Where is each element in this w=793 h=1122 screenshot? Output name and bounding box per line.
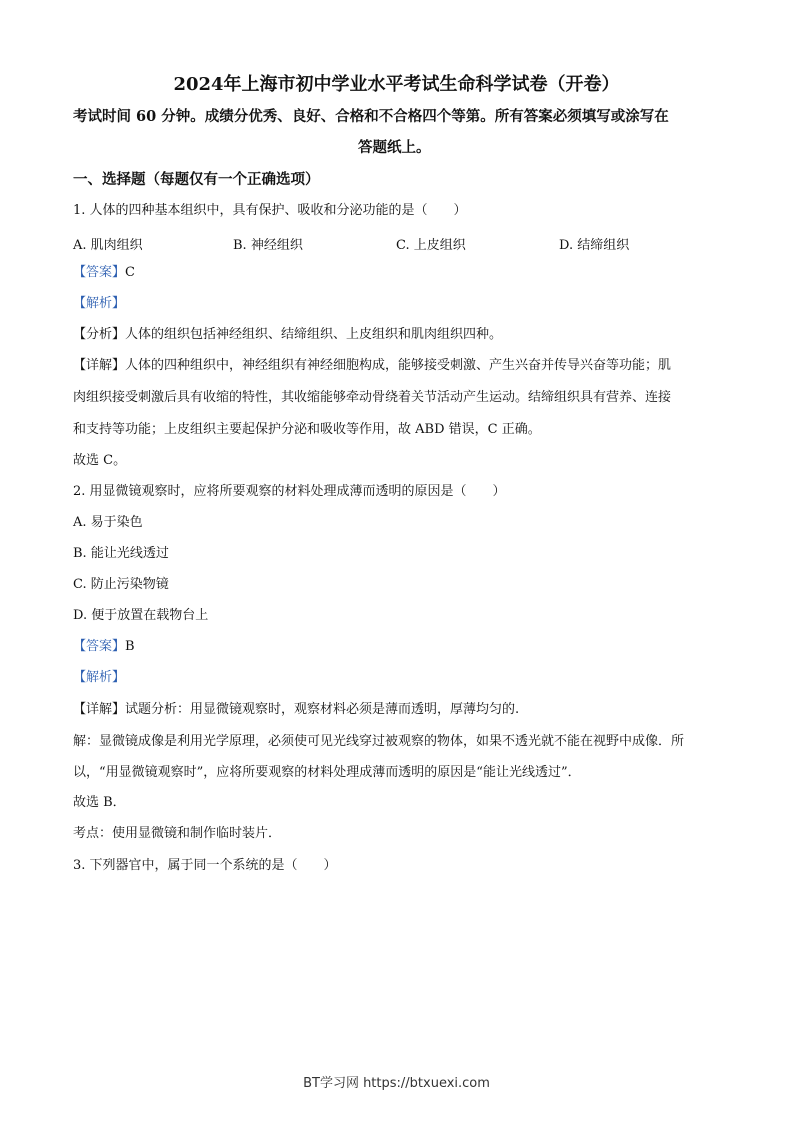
page-title: 2024年上海市初中学业水平考试生命科学试卷（开卷） (173, 74, 620, 95)
analysis-label: 【解析】 (73, 296, 126, 311)
explanation-line: 故选 B． (73, 795, 126, 810)
explanation-line: 【详解】人体的四种组织中，神经组织有神经细胞构成，能够接受刺激、产生兴奋并传导兴奋等功能；肌 (73, 358, 672, 373)
explanation-line: 考点：使用显微镜和制作临时装片． (73, 826, 282, 841)
explanation-line: 【详解】试题分析：用显微镜观察时，观察材料必须是薄而透明，厚薄均匀的. (73, 702, 520, 717)
option: A. 易于染色 (73, 515, 143, 530)
instructions-line: 考试时间 60 分钟。成绩分优秀、良好、合格和不合格四个等第。所有答案必须填写或涂写在 (73, 108, 669, 125)
explanation-line: 以，“用显微镜观察时”，应将所要观察的材料处理成薄而透明的原因是“能让光线透过”． (73, 765, 581, 780)
explanation-line: 故选 C。 (73, 453, 127, 468)
option: B. 神经组织 (233, 238, 303, 253)
explanation-line: 解：显微镜成像是利用光学原理，必须使可见光线穿过被观察的物体，如果不透光就不能在视野中成像．所 (73, 734, 685, 749)
answer-label: 【答案】 (73, 639, 126, 654)
option: B. 能让光线透过 (73, 546, 169, 561)
option: D. 便于放置在载物台上 (73, 608, 209, 623)
analysis-label: 【解析】 (73, 670, 126, 685)
option: C. 上皮组织 (396, 238, 466, 253)
answer-value: B (125, 639, 135, 654)
instructions-line: 答题纸上。 (358, 139, 431, 156)
question-stem: 3. 下列器官中，属于同一个系统的是（ ） (73, 858, 337, 873)
answer-value: C (125, 265, 135, 280)
question-stem: 2. 用显微镜观察时，应将所要观察的材料处理成薄而透明的原因是（ ） (73, 484, 506, 499)
option: D. 结缔组织 (559, 238, 630, 253)
question-stem: 1. 人体的四种基本组织中，具有保护、吸收和分泌功能的是（ ） (73, 203, 467, 218)
option: C. 防止污染物镜 (73, 577, 169, 592)
explanation-line: 【分析】人体的组织包括神经组织、结缔组织、上皮组织和肌肉组织四种。 (73, 327, 503, 342)
explanation-line: 肉组织接受刺激后具有收缩的特性，其收缩能够牵动骨绕着关节活动产生运动。结缔组织具有营养、连接 (73, 390, 672, 405)
answer-line (73, 639, 135, 655)
answer-label: 【答案】 (73, 265, 126, 280)
answer-line (73, 265, 135, 281)
section-heading: 一、选择题（每题仅有一个正确选项） (73, 171, 320, 188)
explanation-line: 和支持等功能；上皮组织主要起保护分泌和吸收等作用，故 ABD 错误，C 正确。 (73, 422, 541, 437)
footer-watermark: BT学习网 https://btxuexi.com (303, 1076, 490, 1091)
option: A. 肌肉组织 (73, 238, 143, 253)
